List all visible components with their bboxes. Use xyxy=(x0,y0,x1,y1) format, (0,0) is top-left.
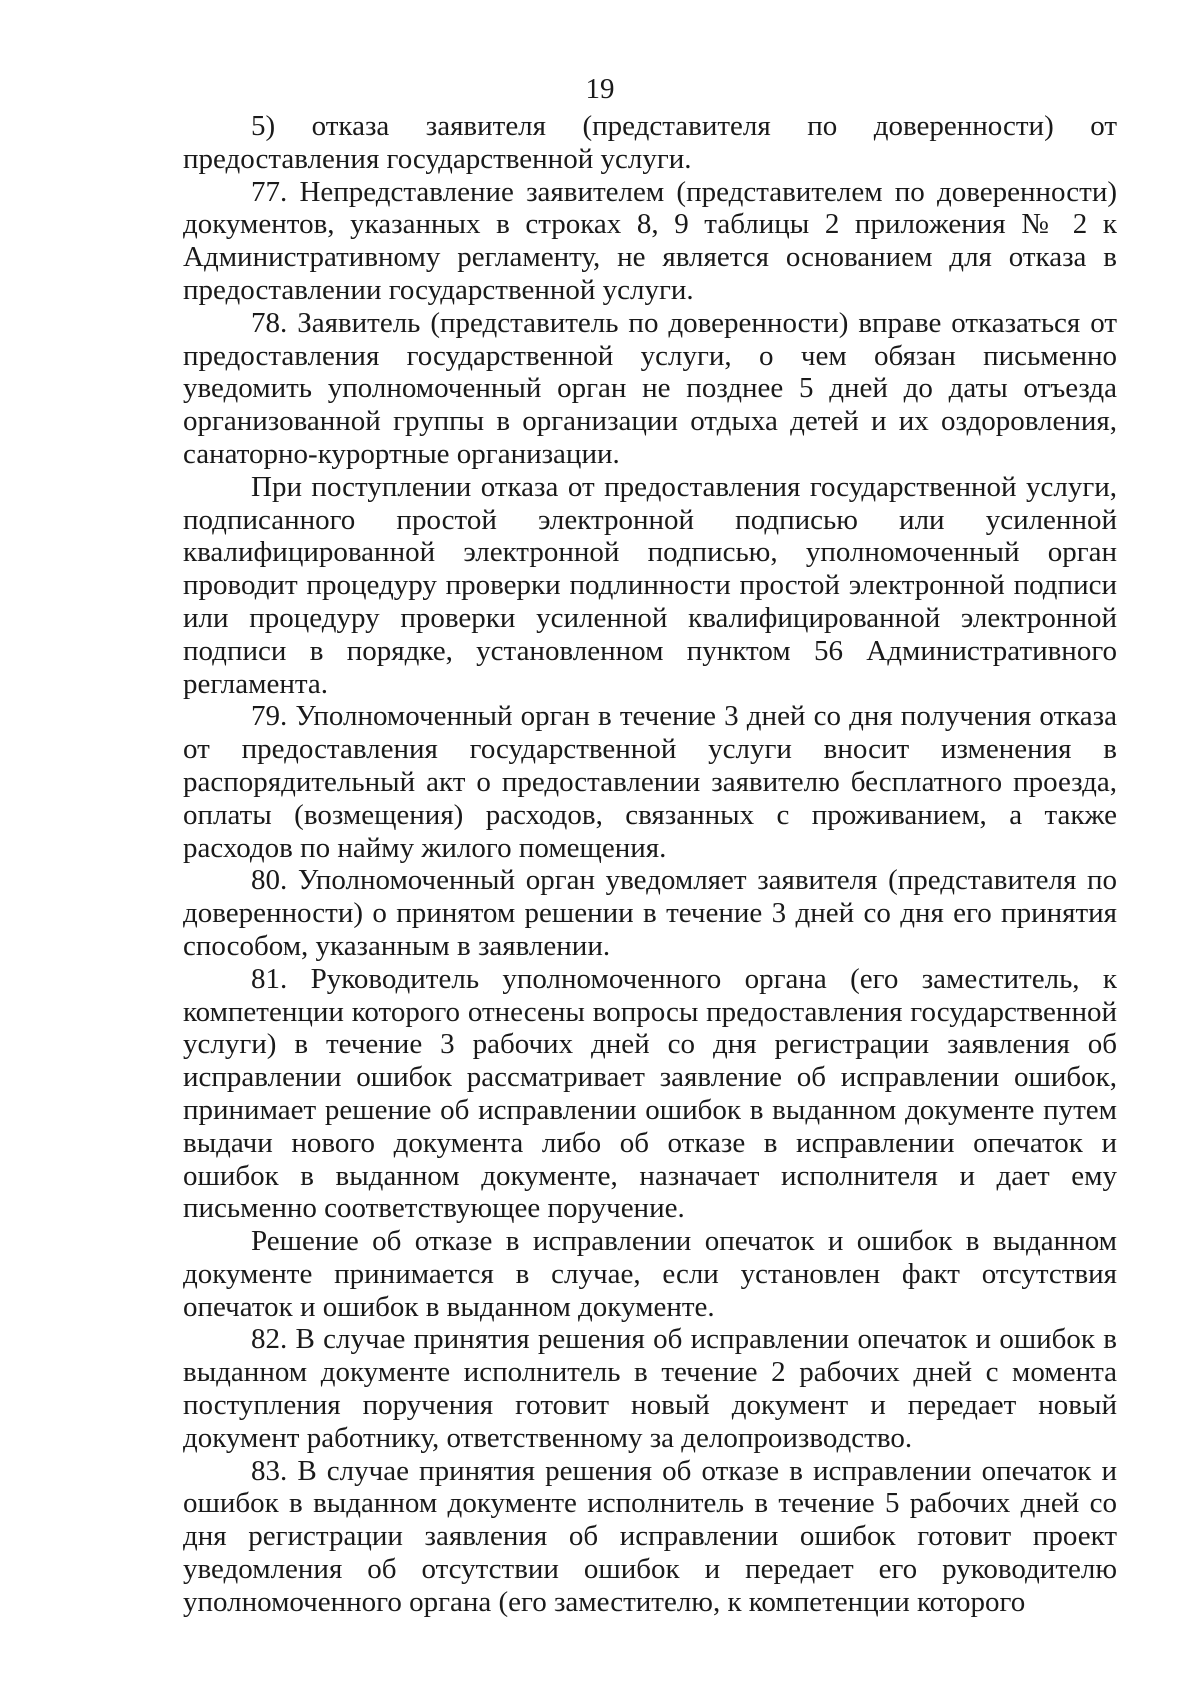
paragraph-82: 82. В случае принятия решения об исправлении опечаток и ошибок в выданном документе исполнитель в течение 2 рабочих дней с момента поступления поручения готовит новый документ и передает новый документ работнику, ответственному за делопроизводство. xyxy=(183,1323,1117,1454)
paragraph-81: 81. Руководитель уполномоченного органа (его заместитель, к компетенции которого отнесены вопросы предоставления государственной услуги) в течение 3 рабочих дней со дня регистрации заявления об исправлении ошибок рассматривает заявление об исправлении ошибок, принимает решение об исправлении ошибок в выданном документе путем выдачи нового документа либо об отказе в исправлении опечаток и ошибок в выданном документе, назначает исполнителя и дает ему письменно соответствующее поручение. xyxy=(183,962,1117,1225)
document-body xyxy=(183,110,1117,1619)
paragraph-78: 78. Заявитель (представитель по доверенности) вправе отказаться от предоставления государственной услуги, о чем обязан письменно уведомить уполномоченный орган не позднее 5 дней до даты отъезда организованной группы в организации отдыха детей и их оздоровления, санаторно-курортные организации. xyxy=(183,306,1117,470)
paragraph-77: 77. Непредставление заявителем (представителем по доверенности) документов, указанных в строках 8, 9 таблицы 2 приложения № 2 к Административному регламенту, не является основанием для отказа в предоставлении государственной услуги. xyxy=(183,175,1117,306)
paragraph-item-5: 5) отказа заявителя (представителя по доверенности) от предоставления государственной услуги. xyxy=(183,110,1117,175)
paragraph-81-continued: Решение об отказе в исправлении опечаток и ошибок в выданном документе принимается в случае, если установлен факт отсутствия опечаток и ошибок в выданном документе. xyxy=(183,1225,1117,1323)
paragraph-80: 80. Уполномоченный орган уведомляет заявителя (представителя по доверенности) о принятом решении в течение 3 дней со дня его принятия способом, указанным в заявлении. xyxy=(183,864,1117,962)
page-number: 19 xyxy=(585,73,615,105)
paragraph-79: 79. Уполномоченный орган в течение 3 дней со дня получения отказа от предоставления государственной услуги вносит изменения в распорядительный акт о предоставлении заявителю бесплатного проезда, оплаты (возмещения) расходов, связанных с проживанием, а также расходов по найму жилого помещения. xyxy=(183,700,1117,864)
paragraph-78-continued: При поступлении отказа от предоставления государственной услуги, подписанного простой электронной подписью или усиленной квалифицированной электронной подписью, уполномоченный орган проводит процедуру проверки подлинности простой электронной подписи или процедуру проверки усиленной квалифицированной электронной подписи в порядке, установленном пунктом 56 Административного регламента. xyxy=(183,470,1117,700)
paragraph-83: 83. В случае принятия решения об отказе в исправлении опечаток и ошибок в выданном документе исполнитель в течение 5 рабочих дней со дня регистрации заявления об исправлении ошибок готовит проект уведомления об отсутствии ошибок и передает его руководителю уполномоченного органа (его заместителю, к компетенции которого xyxy=(183,1454,1117,1618)
